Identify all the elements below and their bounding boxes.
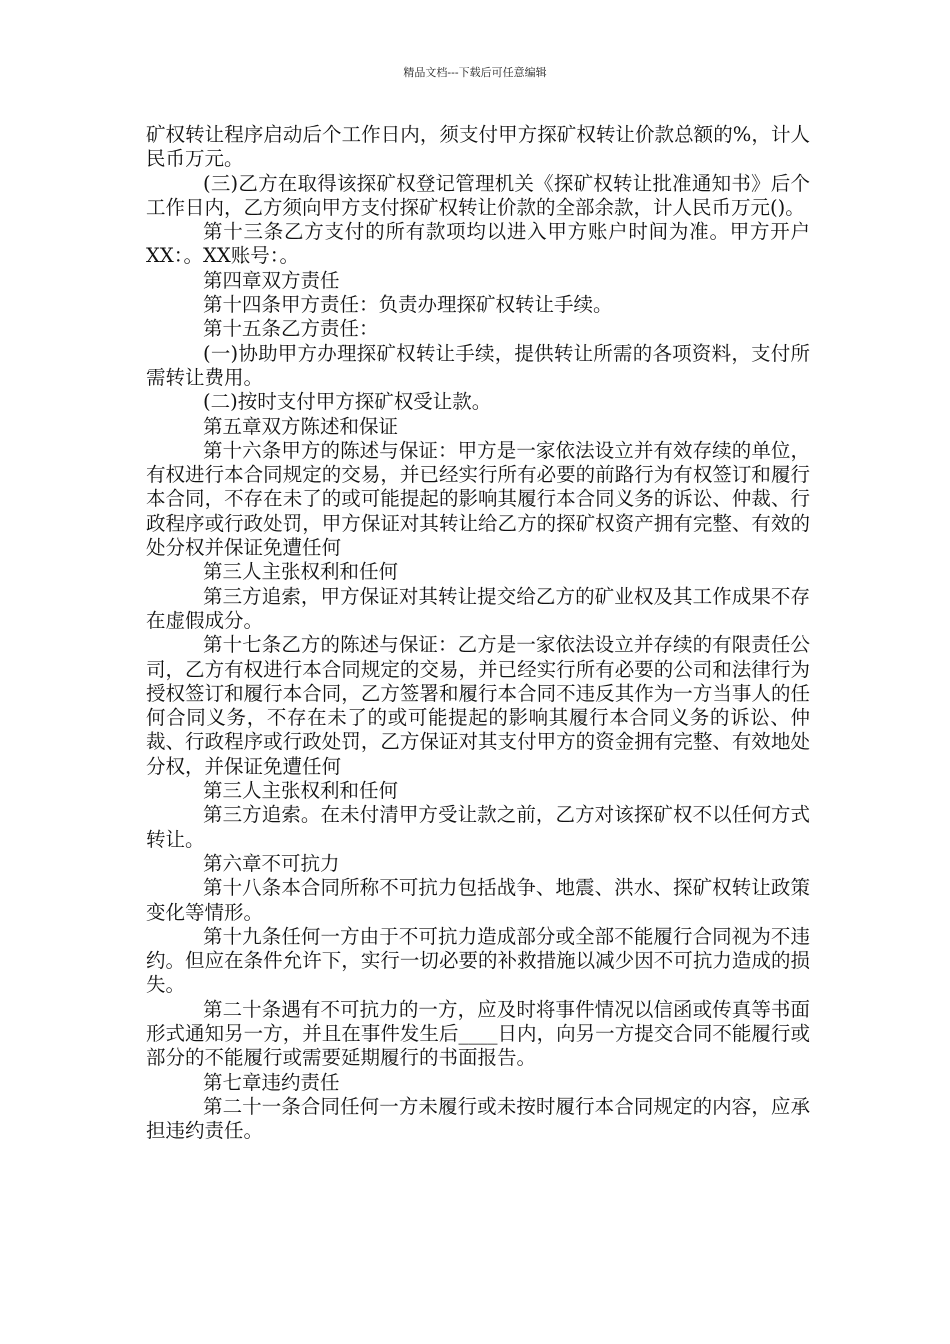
paragraph: 第二十条遇有不可抗力的一方，应及时将事件情况以信函或传真等书面形式通知另一方，并且在事件发生后____日内，向另一方提交合同不能履行或部分的不能履行或需要延期履行的书面报告。	[146, 997, 810, 1070]
paragraph: 第十八条本合同所称不可抗力包括战争、地震、洪水、探矿权转让政策变化等情形。	[146, 876, 810, 924]
paragraph: 第四章双方责任	[203, 268, 340, 292]
paragraph: 第十五条乙方责任：	[203, 317, 379, 341]
paragraph: 第十四条甲方责任：负责办理探矿权转让手续。	[203, 293, 613, 317]
paragraph: 第三方追索。在未付清甲方受让款之前，乙方对该探矿权不以任何方式转让。	[146, 803, 810, 851]
paragraph: (三)乙方在取得该探矿权登记管理机关《探矿权转让批准通知书》后个工作日内，乙方须向甲方支付探矿权转让价款的全部余款，计人民币万元()。	[146, 171, 810, 219]
paragraph: 第五章双方陈述和保证	[203, 414, 399, 438]
paragraph: 第三人主张权利和任何	[203, 560, 399, 584]
paragraph: (二)按时支付甲方探矿权受让款。	[203, 390, 492, 414]
paragraph: (一)协助甲方办理探矿权转让手续，提供转让所需的各项资料，支付所需转让费用。	[146, 341, 810, 389]
paragraph: 第三方追索，甲方保证对其转让提交给乙方的矿业权及其工作成果不存在虚假成分。	[146, 584, 810, 632]
paragraph: 第十九条任何一方由于不可抗力造成部分或全部不能履行合同视为不违约。但应在条件允许下，实行一切必要的补救措施以减少因不可抗力造成的损失。	[146, 924, 810, 997]
document-body	[146, 123, 810, 1143]
paragraph: 第六章不可抗力	[203, 851, 340, 875]
paragraph: 第十六条甲方的陈述与保证：甲方是一家依法设立并有效存续的单位，有权进行本合同规定的交易，并已经实行所有必要的前路行为有权签订和履行本合同，不存在未了的或可能提起的影响其履行本合同义务的诉讼、仲裁、行政程序或行政处罚，甲方保证对其转让给乙方的探矿权资产拥有完整、有效的处分权并保证免遭任何	[146, 438, 810, 560]
paragraph: 第十七条乙方的陈述与保证：乙方是一家依法设立并存续的有限责任公司，乙方有权进行本合同规定的交易，并已经实行所有必要的公司和法律行为授权签订和履行本合同，乙方签署和履行本合同不违反其作为一方当事人的任何合同义务，不存在未了的或可能提起的影响其履行本合同义务的诉讼、仲裁、行政程序或行政处罚，乙方保证对其支付甲方的资金拥有完整、有效地处分权，并保证免遭任何	[146, 633, 810, 778]
page-header: 精品文档---下载后可任意编辑	[403, 66, 547, 79]
paragraph: 矿权转让程序启动后个工作日内，须支付甲方探矿权转让价款总额的%，计人民币万元。	[146, 123, 810, 171]
paragraph: 第三人主张权利和任何	[203, 779, 399, 803]
paragraph: 第七章违约责任	[203, 1070, 340, 1094]
paragraph: 第二十一条合同任何一方未履行或未按时履行本合同规定的内容，应承担违约责任。	[146, 1094, 810, 1143]
paragraph: 第十三条乙方支付的所有款项均以进入甲方账户时间为准。甲方开户XX：。XX账号：。	[146, 220, 810, 268]
